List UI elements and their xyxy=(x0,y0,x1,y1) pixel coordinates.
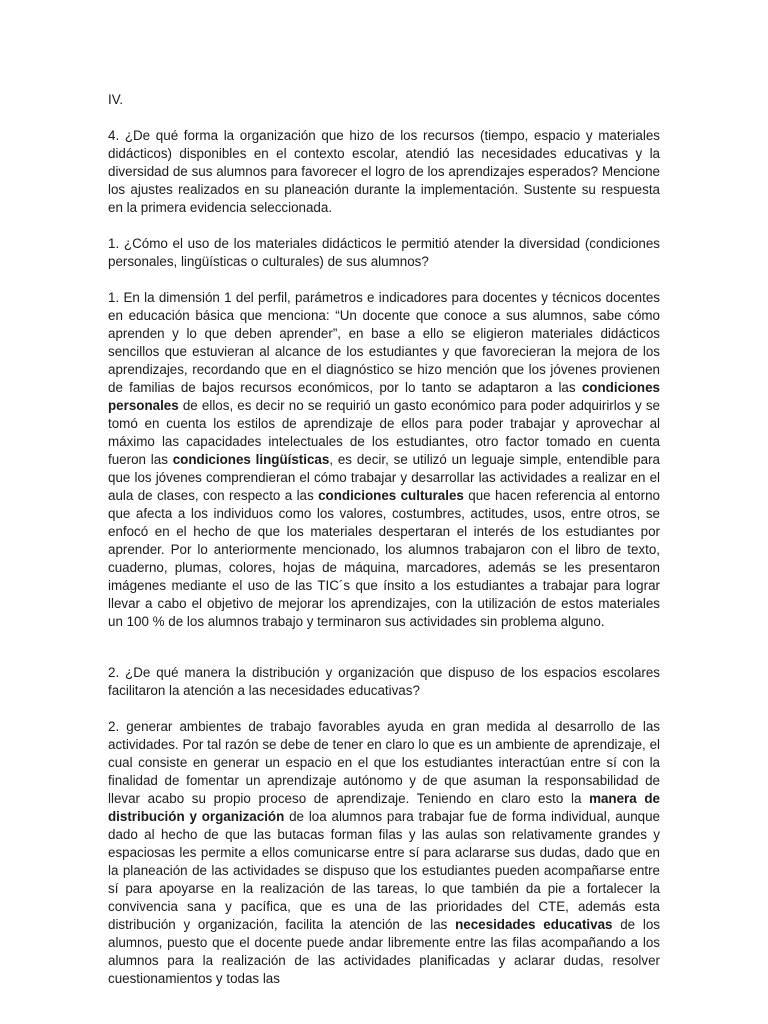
answer-1-text-a: 1. En la dimensión 1 del perfil, parámetros e indicadores para docentes y técnicos docentes en educación básica que menciona: “Un docente que conoce a sus alumnos, sabe cómo aprenden y lo que deben aprender”, en base a ello se eligieron materiales didácticos sencillos que estuvieran al alcance de los estudiantes y que favorecieran la mejora de los aprendizajes, recordando que en el diagnóstico se hizo mención que los jóvenes provienen de familias de bajos recursos económicos, por lo tanto se adaptaron a las xyxy=(108,290,660,395)
question-1: 1. ¿Cómo el uso de los materiales didácticos le permitió atender la diversidad (condiciones personales, lingüísticas o culturales) de sus alumnos? xyxy=(108,236,660,269)
bold-term-condiciones-linguisticas: condiciones lingüísticas xyxy=(172,452,330,467)
bold-term-manera-distribucion: manera de distribución y organización xyxy=(108,791,660,824)
question-4: 4. ¿De qué forma la organización que hizo de los recursos (tiempo, espacio y materiales didácticos) disponibles en el contexto escolar, atendió las necesidades educativas y la diversidad de sus alumnos para favorecer el logro de los aprendizajes esperados? Mencione los ajustes realizados en su planeación durante la implementación. Sustente su respuesta en la primera evidencia seleccionada. xyxy=(108,128,660,215)
answer-2-text-a: 2. generar ambientes de trabajo favorables ayuda en gran medida al desarrollo de las actividades. Por tal razón se debe de tener en claro lo que es un ambiente de aprendizaje, el cual consiste en generar un espacio en el que los estudiantes interactúan entre sí con la finalidad de fomentar un aprendizaje autónomo y de que asuman la responsabilidad de llevar acabo su propio proceso de aprendizaje. Teniendo en claro esto la xyxy=(108,719,660,806)
answer-2-text-b: de loa alumnos para trabajar fue de forma individual, aunque dado al hecho de que las butacas forman filas y las aulas son relativamente grandes y espaciosas les permite a ellos comunicarse entre sí para aclararse sus dudas, dado que en la planeación de las actividades se dispuso que los estudiantes pueden acompañarse entre sí para apoyarse en la realización de las tareas, lo que también da pie a fortalecer la convivencia sana y pacífica, que es una de las prioridades del CTE, además esta distribución y organización, facilita la atención de las xyxy=(108,809,660,932)
bold-term-necesidades-educativas: necesidades educativas xyxy=(455,917,613,932)
bold-term-condiciones-personales: condiciones personales xyxy=(108,380,660,413)
section-heading: IV. xyxy=(108,92,124,107)
answer-1 xyxy=(108,289,660,631)
answer-1-text-d: que hacen referencia al entorno que afecta a los individuos como los valores, costumbres, actitudes, usos, entre otros, se enfocó en el hecho de que los materiales despertaran el interés de los estudiantes por aprender. Por lo anteriormente mencionado, los alumnos trabajaron con el libro de texto, cuaderno, plumas, colores, hojas de máquina, marcadores, además se les presentaron imágenes mediante el uso de las TIC´s que ínsito a los estudiantes a trabajar para lograr llevar a cabo el objetivo de mejorar los aprendizajes, con la utilización de estos materiales un 100 % de los alumnos trabajo y terminaron sus actividades sin problema alguno. xyxy=(108,488,661,629)
answer-2 xyxy=(108,718,660,988)
bold-term-condiciones-culturales: condiciones culturales xyxy=(318,488,464,503)
answer-1-text-b: de ellos, es decir no se requirió un gasto económico para poder adquirirlos y se tomó en cuenta los estilos de aprendizaje de ellos para poder trabajar y aprovechar al máximo las capacidades intelectuales de los estudiantes, otro factor tomado en cuenta fueron las xyxy=(108,398,660,467)
answer-2-text-c: de los alumnos, puesto que el docente puede andar libremente entre las filas acompañando a los alumnos para la realización de las actividades planificadas y aclarar dudas, resolver cuestionamientos y todas las xyxy=(108,917,660,986)
answer-1-text-c: , es decir, se utilizó un leguaje simple, entendible para que los jóvenes comprendieran el cómo trabajar y desarrollar las actividades a realizar en el aula de clases, con respecto a las xyxy=(108,452,660,503)
question-2: 2. ¿De qué manera la distribución y organización que dispuso de los espacios escolares facilitaron la atención a las necesidades educativas? xyxy=(108,665,660,698)
